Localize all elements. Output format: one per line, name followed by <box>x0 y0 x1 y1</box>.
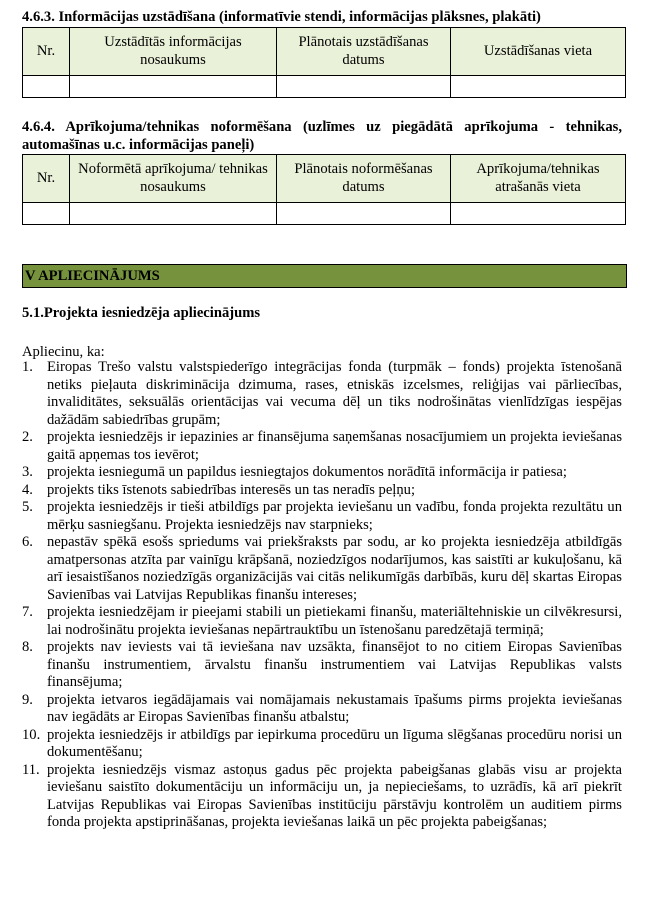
col-number: Nr. <box>23 28 70 76</box>
item-number: 2. <box>22 429 33 445</box>
list-item <box>22 727 622 762</box>
list-item <box>22 762 622 832</box>
list-item <box>22 464 622 482</box>
cell-number[interactable] <box>23 76 70 98</box>
item-number: 9. <box>22 691 33 708</box>
cell-planned-date[interactable] <box>277 203 451 225</box>
cell-location[interactable] <box>451 203 626 225</box>
declaration-intro: Apliecinu, ka: <box>22 344 105 360</box>
col-equipment-name: Noformētā aprīkojuma/ tehnikas nosaukums <box>70 155 277 203</box>
information-installation-table <box>22 27 626 98</box>
item-text: projekta iesniedzējam ir pieejami stabili un pietiekami finanšu, materiāltehniskie un cilvēkresursi, lai nodrošinātu projekta ieviešanas nepārtrauktību un īstenošanu paredzētajā termiņā; <box>47 604 622 638</box>
list-item <box>22 534 622 604</box>
list-item <box>22 639 622 692</box>
list-item <box>22 604 622 639</box>
list-item <box>22 482 622 500</box>
col-equipment-location: Aprīkojuma/tehnikas atrašanās vieta <box>451 155 626 203</box>
item-number: 8. <box>22 639 33 655</box>
item-number: 3. <box>22 464 33 480</box>
item-number: 7. <box>22 604 33 620</box>
item-number: 5. <box>22 499 33 515</box>
section-4-6-4-heading: 4.6.4. Aprīkojuma/tehnikas noformēšana (uzlīmes uz piegādātā aprīkojuma - tehnikas, automašīnas u.c. informācijas paneļi) <box>22 119 622 153</box>
section-4-6-3-heading: 4.6.3. Informācijas uzstādīšana (informatīvie stendi, informācijas plāksnes, plakāti) <box>22 9 541 25</box>
item-number: 10. <box>22 726 41 743</box>
table-header-row <box>23 28 626 76</box>
cell-information-name[interactable] <box>70 76 277 98</box>
item-text: projekta iesniedzējs ir atbildīgs par iepirkuma procedūru un līguma slēgšanas procedūru norisi un dokumentēšanu; <box>47 726 622 760</box>
item-number: 4. <box>22 481 33 498</box>
table-row <box>23 203 626 225</box>
list-item <box>22 499 622 534</box>
item-text: projekta iesniedzējs ir iepazinies ar finansējuma saņemšanas nosacījumiem un projekta ieviešanas gaitā apņemas tos ievērot; <box>47 429 622 463</box>
cell-equipment-name[interactable] <box>70 203 277 225</box>
item-number: 6. <box>22 534 33 550</box>
item-text: projekts nav ieviests vai tā ieviešana nav uzsākta, finansējot to no citiem Eiropas Savienības finanšu instrumentiem, ārvalstu finanšu instrumentiem vai Latvijas Republikas valsts finansējuma; <box>47 639 622 690</box>
cell-number[interactable] <box>23 203 70 225</box>
item-text: nepastāv spēkā esošs spriedums vai priekšraksts par sodu, ar ko projekta iesniedzēja atbildīgās amatpersonas atzīta par vainīgu krāpšanā, noziedzīgos nodarījumos, kas saistīti ar kukuļošanu, kā arī iesaistīšanos noziedzīgās organizācijās vai citās nelikumīgās darbībās, kuru dēļ skartas Eiropas Savienības vai Latvijas Republikas finanšu intereses; <box>47 534 622 603</box>
list-item <box>22 359 622 429</box>
cell-planned-date[interactable] <box>277 76 451 98</box>
col-installation-location: Uzstādīšanas vieta <box>451 28 626 76</box>
list-item <box>22 429 622 464</box>
cell-location[interactable] <box>451 76 626 98</box>
col-planned-installation-date: Plānotais uzstādīšanas datums <box>277 28 451 76</box>
equipment-labelling-table <box>22 154 626 225</box>
table-row <box>23 76 626 98</box>
item-text: projekta ietvaros iegādājamais vai nomājamais nekustamais īpašums pirms projekta ieviešanas nav iegādāts ar Eiropas Savienības finanšu atbalstu; <box>47 691 622 725</box>
declaration-list <box>22 359 622 832</box>
section-v-banner: V APLIECINĀJUMS <box>22 264 627 288</box>
col-planned-labelling-date: Plānotais noformēšanas datums <box>277 155 451 203</box>
list-item <box>22 692 622 727</box>
col-information-name: Uzstādītās informācijas nosaukums <box>70 28 277 76</box>
col-number: Nr. <box>23 155 70 203</box>
table-header-row <box>23 155 626 203</box>
item-text: projekta iesniedzējs ir tieši atbildīgs par projekta ieviešanu un vadību, fonda projekta rezultātu un mērķu sasniegšanu. Projekta iesniedzējs nav starpnieks; <box>47 499 622 533</box>
item-text: projekts tiks īstenots sabiedrības interesēs un tas neradīs peļņu; <box>47 481 416 498</box>
section-5-1-subheading: 5.1.Projekta iesniedzēja apliecinājums <box>22 305 261 321</box>
item-text: Eiropas Trešo valstu valstspiederīgo integrācijas fonda (turpmāk – fonds) projekta īstenošanā netiks pieļauta diskriminācija dzimuma, rases, etniskās izcelsmes, reliģijas vai pārliecības, invaliditātes, seksuālās orientācijas vai vecuma dēļ un tiks nodrošinātas vienlīdzīgas iespējas dažādām sabiedrības grupām; <box>47 359 622 428</box>
item-number: 11. <box>22 761 40 778</box>
item-text: projekta iesniegumā un papildus iesniegtajos dokumentos norādītā informācija ir patiesa; <box>47 464 567 480</box>
item-number: 1. <box>22 359 33 375</box>
item-text: projekta iesniedzējs vismaz astoņus gadus pēc projekta pabeigšanas glabās visu ar projekta ieviešanu saistīto dokumentāciju un informāciju un, ja nepieciešams, to uzrādīs, kā arī piekrīt Latvijas Republikas vai Eiropas Savienības institūciju pārstāvju kontrolēm un auditiem pirms fonda projekta apstiprināšanas, projekta ieviešanas laikā un pēc projekta pabeigšanas; <box>47 761 622 830</box>
